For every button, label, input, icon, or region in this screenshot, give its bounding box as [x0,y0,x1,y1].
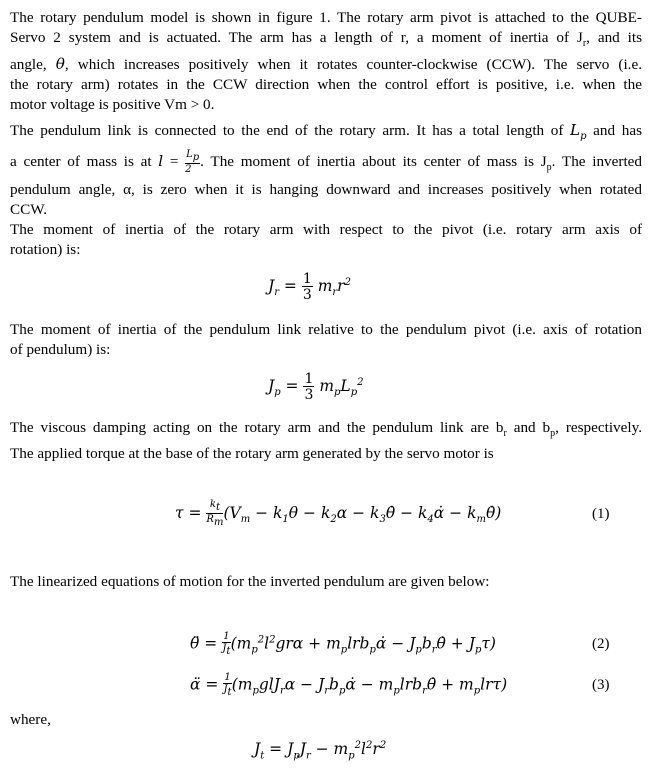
text-line: where, [10,711,51,728]
equation-jp: $J_p$ = $\frac{1}{3}$ $m_pL_p^2$ [268,371,364,403]
equation-jt: $J_t = J_pJ_r - m_p^2l^2r^2$ [254,740,387,762]
text-line: pendulum angle, α, is zero when it is hanging downward and increases positively when rotated [10,181,642,199]
text-line: the rotary arm) rotates in the CCW direction when the control effort is positive, i.e. when the [10,76,642,94]
paragraph-pendulum-inertia [10,320,642,360]
paragraph-pendulum-link [10,118,642,220]
text-line: The pendulum link is connected to the end of the rotary arm. It has a total length of $L_p$ and has [10,121,642,143]
paragraph-damping [10,418,642,464]
text-line: rotation) is: [10,241,81,258]
text-line: The viscous damping acting on the rotary arm and the pendulum link are $b_r$ and $b_p$, respectively. [10,419,642,440]
text-line: The applied torque at the base of the rotary arm generated by the servo motor is [10,445,494,463]
text-line: motor voltage is positive Vm > 0. [10,96,215,114]
text-line: The moment of inertia of the pendulum link relative to the pendulum pivot (i.e. axis of rotation [10,321,642,338]
text-line: angle, θ, which increases positively when it rotates counter-clockwise (CCW). The servo (i.e. [10,55,642,74]
equation-jr: $J_r$ = $\frac{1}{3}$ $m_rr^2$ [268,271,351,303]
text-line: The rotary pendulum model is shown in figure 1. The rotary arm pivot is attached to the QUBE- [10,9,642,26]
equation-number: (1) [592,506,610,522]
equation-number: (3) [592,677,610,693]
paragraph-where [10,710,642,730]
paragraph-rotary-arm [10,8,642,115]
equation-alpha-ddot: α̈ = $\frac{1}{J_t}$ ($m_pglJ_r\alpha$ − $J_rb_p\alphȧ$ − $m_plrb_r\thetȧ + m_plr\tau$) [190,672,508,698]
paragraph-rotary-inertia [10,220,642,260]
text-line: The linearized equations of motion for the inverted pendulum are given below: [10,573,490,590]
text-line: of pendulum) is: [10,341,111,358]
equation-torque: τ = $\frac{k_t}{R_m}$ ($V_m - k_1\theta - k_2\alpha$ − $k_3\thetȧ$ − $k_4\alphȧ$ − $k_m\thetȧ$) [175,499,502,528]
text-line: a center of mass is at l = $\frac{L_p}{2}$ . The moment of inertia about its center of mass is $J_p$. The inverted [10,149,642,176]
equation-number: (2) [592,636,610,652]
equation-theta-ddot: θ̈ = $\frac{1}{J_t}$ ($m_p^2l^2gr\alpha$ + $m_plrb_p\alphȧ$ − $J_pb_r\thetȧ + J_p\tau$) [190,631,496,657]
text-line: CCW. [10,201,47,219]
text-line: Servo 2 system and is actuated. The arm has a length of r, a moment of inertia of $J_r$, and its [10,29,642,50]
text-line: The moment of inertia of the rotary arm with respect to the pivot (i.e. rotary arm axis of [10,221,642,238]
paragraph-linearized [10,572,642,592]
